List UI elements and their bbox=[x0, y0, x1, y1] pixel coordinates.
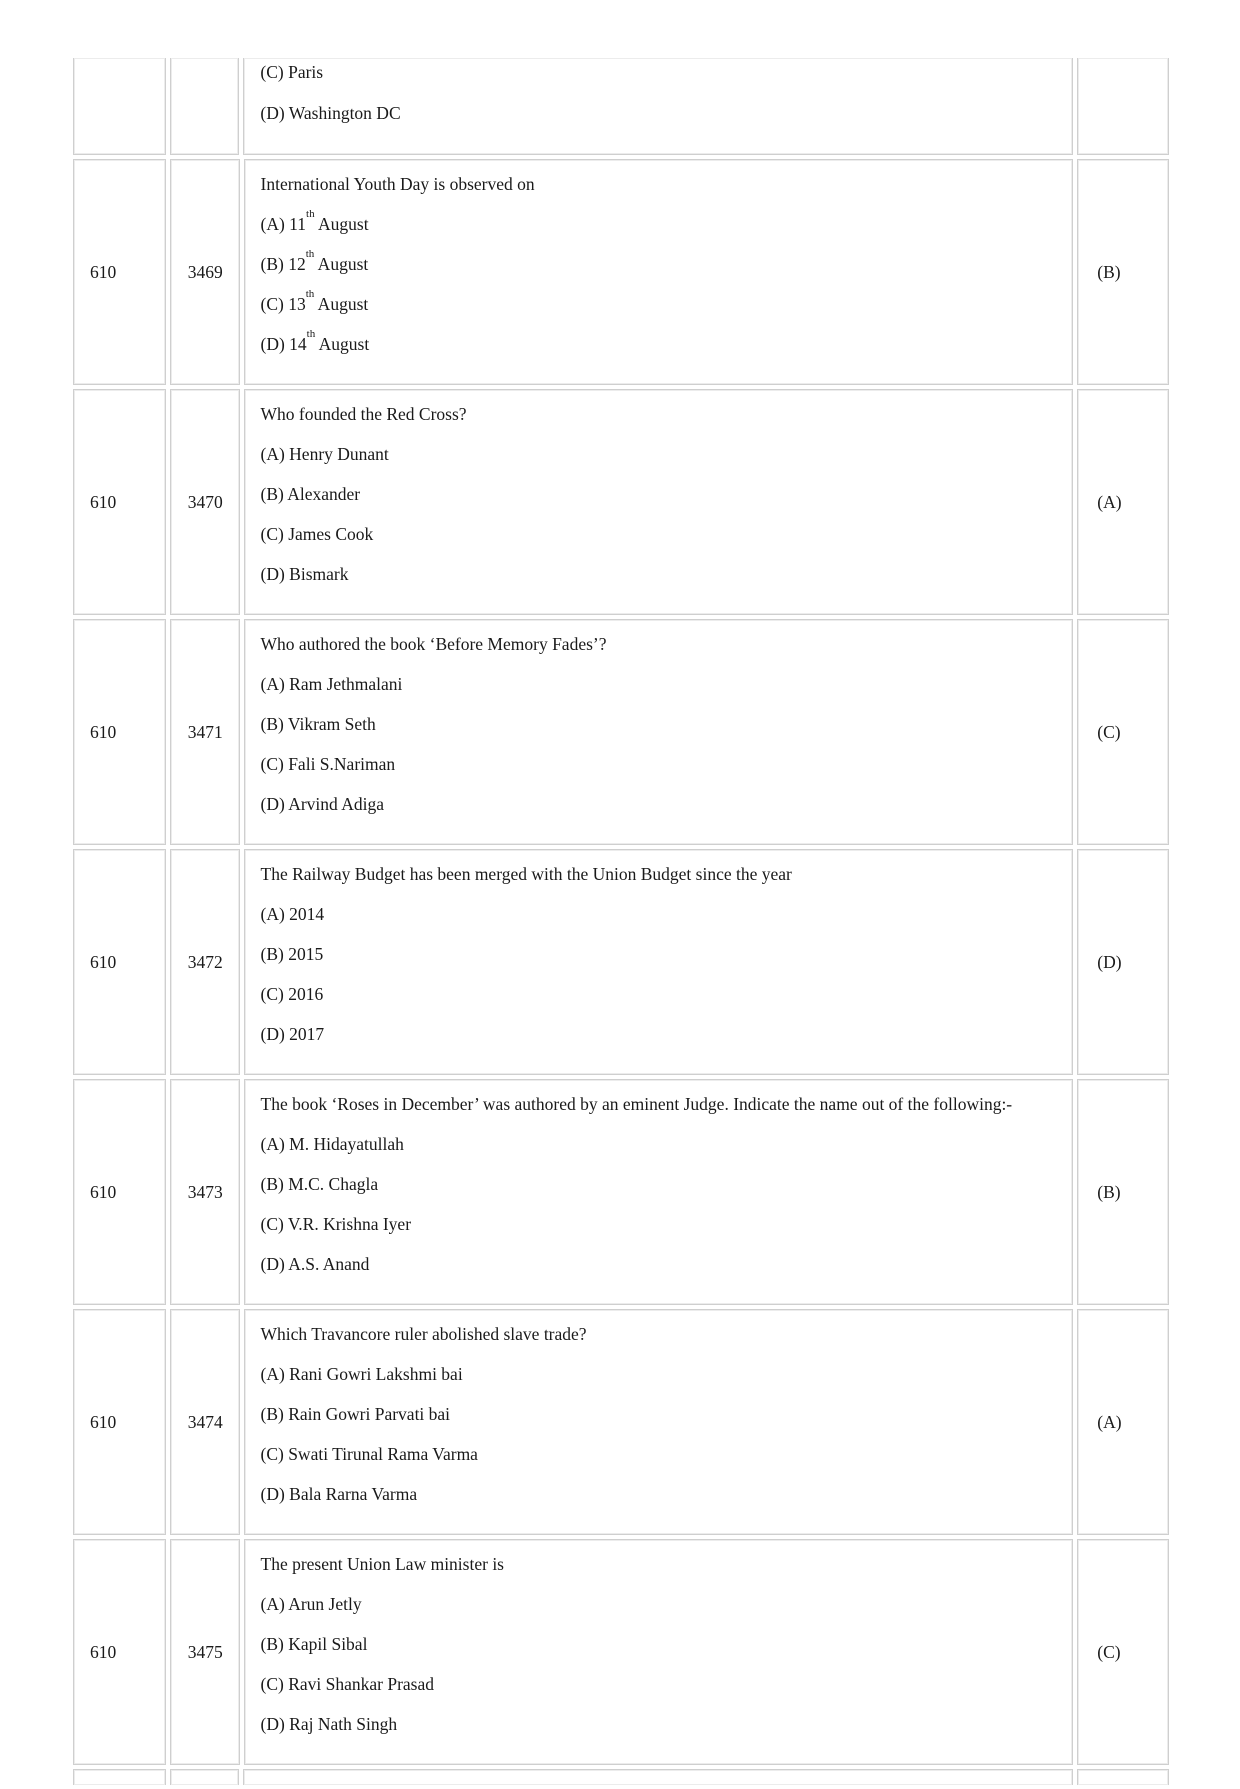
code-cell bbox=[73, 58, 166, 155]
option-text: (A) 11 th August bbox=[260, 208, 369, 234]
option-text: (B) Kapil Sibal bbox=[260, 1634, 368, 1654]
option-text: (D) Arvind Adiga bbox=[260, 794, 384, 814]
table-row bbox=[73, 1079, 1169, 1305]
option-text: (B) Vikram Seth bbox=[260, 714, 376, 734]
option-text: (C) 13 th August bbox=[260, 288, 369, 314]
question-cell bbox=[244, 389, 1074, 615]
option-text: (B) Alexander bbox=[260, 484, 361, 504]
question-number-cell: 3473 bbox=[170, 1079, 240, 1305]
option-text: (D) A.S. Anand bbox=[260, 1254, 370, 1274]
question-cell bbox=[244, 1309, 1074, 1535]
table-row bbox=[73, 849, 1169, 1075]
option-text: (B) 12 th August bbox=[260, 248, 369, 274]
option-text: (D) 14 th August bbox=[260, 328, 370, 354]
option-text: (A) 2014 bbox=[260, 904, 325, 924]
table-row bbox=[73, 1309, 1169, 1535]
option-text: (C) James Cook bbox=[260, 524, 374, 544]
question-text: Who founded the Red Cross? bbox=[260, 404, 467, 424]
option-text: (B) Rain Gowri Parvati bai bbox=[260, 1404, 451, 1424]
table-row bbox=[73, 159, 1169, 385]
code-cell: 610 bbox=[73, 389, 166, 615]
option-text: (B) 2015 bbox=[260, 944, 324, 964]
question-number-cell: 3472 bbox=[170, 849, 240, 1075]
question-text: The present Union Law minister is bbox=[260, 1554, 504, 1574]
answer-cell: (D) bbox=[1077, 849, 1169, 1075]
code-cell: 610 bbox=[73, 1539, 166, 1765]
table-row bbox=[73, 1539, 1169, 1765]
option-text: (A) Arun Jetly bbox=[260, 1594, 362, 1614]
question-text: The Railway Budget has been merged with the Union Budget since the year bbox=[260, 864, 792, 884]
option-text: (C) Paris bbox=[260, 62, 324, 82]
option-text: (A) Rani Gowri Lakshmi bai bbox=[260, 1364, 463, 1384]
table-row bbox=[73, 619, 1169, 845]
answer-cell: (B) bbox=[1077, 159, 1169, 385]
option-text: (C) 2016 bbox=[260, 984, 324, 1004]
code-cell: 610 bbox=[73, 1309, 166, 1535]
code-cell: 610 bbox=[73, 159, 166, 385]
question-cell bbox=[244, 849, 1074, 1075]
option-text: (A) Ram Jethmalani bbox=[260, 674, 403, 694]
answer-cell: (A) bbox=[1077, 1309, 1169, 1535]
question-number-cell: 3475 bbox=[170, 1539, 240, 1765]
question-cell bbox=[244, 1079, 1074, 1305]
code-cell: 610 bbox=[73, 619, 166, 845]
answer-cell: (B) bbox=[1077, 1079, 1169, 1305]
option-text: (A) M. Hidayatullah bbox=[260, 1134, 404, 1154]
question-text: Which Travancore ruler abolished slave trade? bbox=[260, 1324, 587, 1344]
question-number-cell: 3471 bbox=[170, 619, 240, 845]
answer-cell bbox=[1077, 1769, 1169, 1785]
question-table bbox=[73, 58, 1169, 1789]
question-number-cell bbox=[170, 1769, 240, 1785]
question-number-cell: 3474 bbox=[170, 1309, 240, 1535]
table-row bbox=[73, 389, 1169, 615]
question-cell bbox=[244, 159, 1074, 385]
option-text: (D) Bismark bbox=[260, 564, 349, 584]
option-text: (D) 2017 bbox=[260, 1024, 325, 1044]
option-text: (B) M.C. Chagla bbox=[260, 1174, 379, 1194]
question-cell bbox=[244, 619, 1074, 845]
code-cell: 610 bbox=[73, 849, 166, 1075]
question-cell bbox=[244, 1539, 1074, 1765]
question-text: International Youth Day is observed on bbox=[260, 174, 535, 194]
option-text: (C) Swati Tirunal Rama Varma bbox=[260, 1444, 478, 1464]
table-row-stub bbox=[73, 1769, 1169, 1785]
answer-cell bbox=[1077, 58, 1169, 155]
question-number-cell bbox=[170, 58, 240, 155]
question-cell bbox=[243, 58, 1073, 155]
code-cell: 610 bbox=[73, 1079, 166, 1305]
answer-cell: (C) bbox=[1077, 1539, 1169, 1765]
table-row-continued bbox=[73, 58, 1169, 155]
option-text: (D) Bala Rarna Varma bbox=[260, 1484, 418, 1504]
option-text: (D) Raj Nath Singh bbox=[260, 1714, 398, 1734]
answer-cell: (A) bbox=[1077, 389, 1169, 615]
question-cell bbox=[243, 1769, 1073, 1785]
question-number-cell: 3469 bbox=[170, 159, 240, 385]
question-text: The book ‘Roses in December’ was authored by an eminent Judge. Indicate the name out of the following:- bbox=[260, 1094, 1013, 1114]
option-text: (C) Ravi Shankar Prasad bbox=[260, 1674, 435, 1694]
option-text: (C) V.R. Krishna Iyer bbox=[260, 1214, 412, 1234]
option-text: (A) Henry Dunant bbox=[260, 444, 389, 464]
code-cell bbox=[73, 1769, 166, 1785]
question-text: Who authored the book ‘Before Memory Fades’? bbox=[260, 634, 607, 654]
option-text: (C) Fali S.Nariman bbox=[260, 754, 396, 774]
option-text: (D) Washington DC bbox=[260, 103, 401, 123]
question-number-cell: 3470 bbox=[170, 389, 240, 615]
answer-cell: (C) bbox=[1077, 619, 1169, 845]
